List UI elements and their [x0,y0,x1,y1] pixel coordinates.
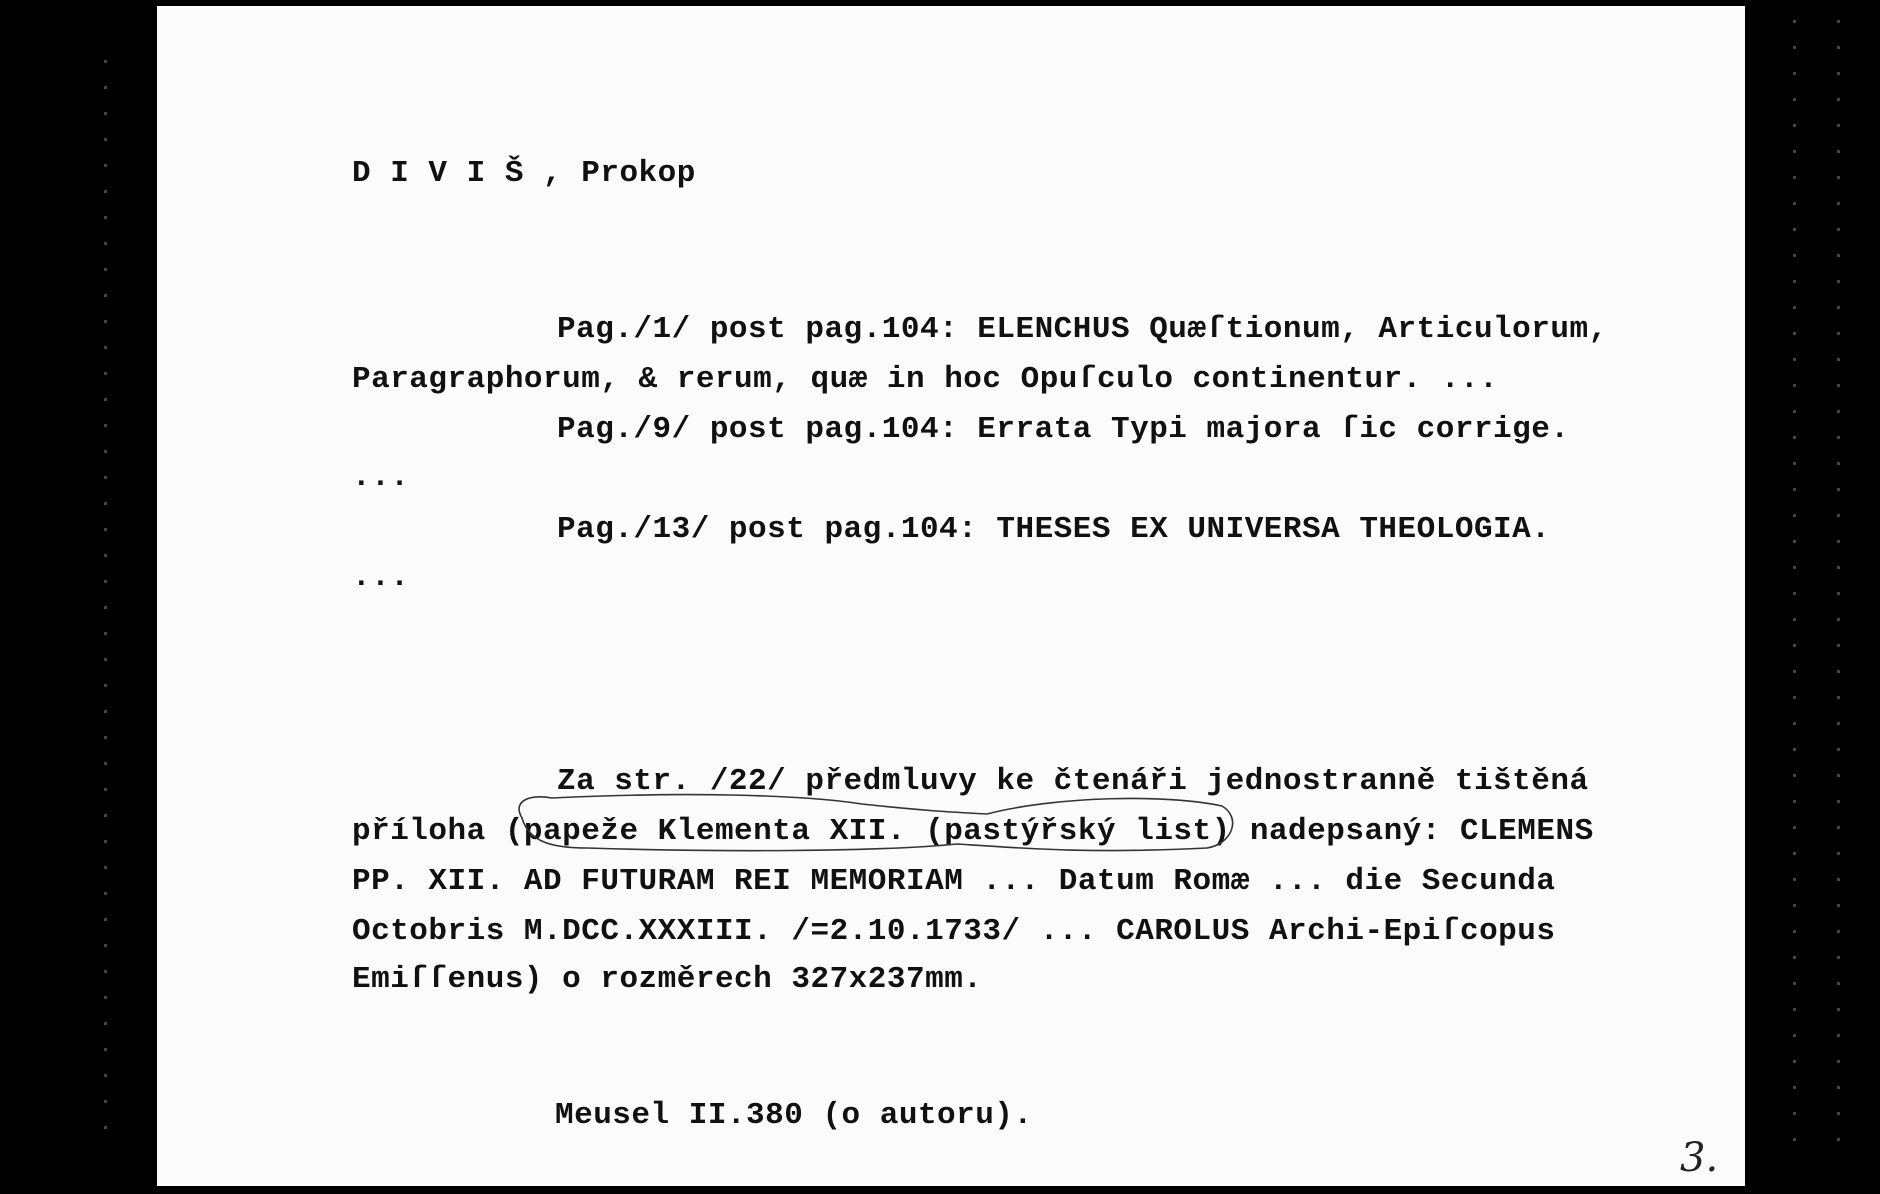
card-line: Emiſſenus) o rozměrech 327x237mm. [352,962,983,997]
card-line: Pag./13/ post pag.104: THESES EX UNIVERSA THEOLOGIA. [557,512,1551,547]
handwritten-page-number: 3. [1680,1135,1719,1181]
film-edge-marks-right [1793,20,1796,1160]
card-line: Pag./9/ post pag.104: Errata Typi majora ſic corrige. [557,412,1570,447]
card-heading: D I V I Š , Prokop [352,156,696,191]
film-edge-marks-right-outer [1837,20,1840,1160]
card-line: PP. XII. AD FUTURAM REI MEMORIAM ... Datum Romæ ... die Secunda [352,864,1556,899]
film-edge-marks-left [104,60,107,1150]
card-line: Za str. /22/ předmluvy ke čtenáři jednostranně tištěná [557,764,1589,799]
card-line: Paragraphorum, & rerum, quæ in hoc Opuſculo continentur. ... [352,362,1499,397]
card-line: příloha (papeže Klementa XII. (pastýřský list) nadepsaný: CLEMENS [352,814,1594,849]
card-line: ... [352,460,410,495]
card-line: Pag./1/ post pag.104: ELENCHUS Quæſtionum, Articulorum, [557,312,1608,347]
card-line: ... [352,560,410,595]
card-line: Octobris M.DCC.XXXIII. /=2.10.1733/ ... CAROLUS Archi-Epiſcopus [352,914,1556,949]
catalog-card [157,6,1745,1186]
card-reference: Meusel II.380 (o autoru). [555,1098,1033,1133]
